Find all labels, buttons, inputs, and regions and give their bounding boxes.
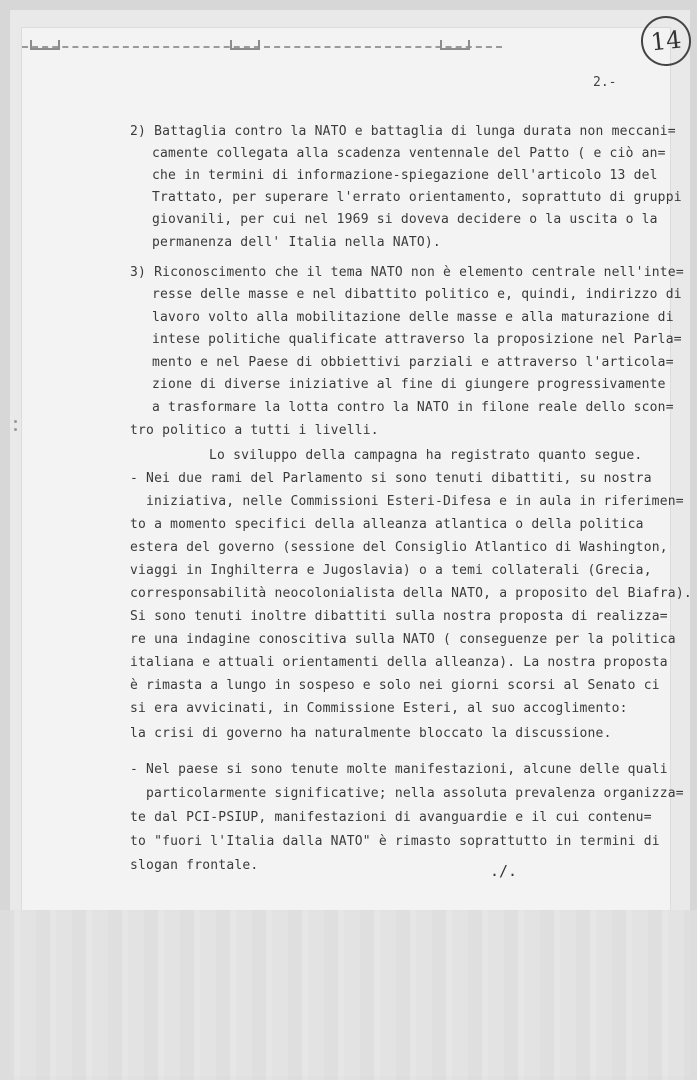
text-line: te dal PCI-PSIUP, manifestazioni di avanguardie e il cui contenu= <box>130 810 652 825</box>
text-line: iniziativa, nelle Commissioni Esteri-Difesa e in aula in riferimen= <box>146 494 684 509</box>
binder-clip-mark <box>440 40 470 50</box>
text-line: tro politico a tutti i livelli. <box>130 423 379 438</box>
text-line: mento e nel Paese di obbiettivi parziali e attraverso l'articola= <box>152 355 674 370</box>
text-line: 2) Battaglia contro la NATO e battaglia di lunga durata non meccani= <box>130 124 676 139</box>
text-line: Si sono tenuti inoltre dibattiti sulla nostra proposta di realizza= <box>130 609 668 624</box>
text-line: la crisi di governo ha naturalmente bloccato la discussione. <box>130 726 612 741</box>
text-line: è rimasta a lungo in sospeso e solo nei giorni scorsi al Senato ci <box>130 678 660 693</box>
text-line: che in termini di informazione-spiegazione dell'articolo 13 del <box>152 168 658 183</box>
text-line: intese politiche qualificate attraverso la proposizione nel Parla= <box>152 332 682 347</box>
text-line: camente collegata alla scadenza ventennale del Patto ( e ciò an= <box>152 146 666 161</box>
folio-stamp: 14 <box>639 14 694 69</box>
text-line: resse delle masse e nel dibattito politico e, quindi, indirizzo di <box>152 287 682 302</box>
margin-dot <box>14 420 17 423</box>
scan-background-band <box>0 910 697 1080</box>
perforated-edge <box>22 32 502 48</box>
text-line: italiana e attuali orientamenti della alleanza). La nostra proposta <box>130 655 668 670</box>
text-line: particolarmente significative; nella assoluta prevalenza organizza= <box>146 786 684 801</box>
text-line: permanenza dell' Italia nella NATO). <box>152 235 441 250</box>
text-line: estera del governo (sessione del Consiglio Atlantico di Washington, <box>130 540 668 555</box>
text-line: viaggi in Inghilterra e Jugoslavia) o a temi collaterali (Grecia, <box>130 563 652 578</box>
text-line: giovanili, per cui nel 1969 si doveva decidere o la uscita o la <box>152 212 658 227</box>
continuation-mark: ./. <box>490 862 518 880</box>
page-number: 2.- <box>593 75 617 90</box>
text-line: lavoro volto alla mobilitazione delle masse e alla maturazione di <box>152 310 674 325</box>
text-line: to a momento specifici della alleanza atlantica o della politica <box>130 517 644 532</box>
text-line: si era avvicinati, in Commissione Esteri, al suo accoglimento: <box>130 701 628 716</box>
text-line: zione di diverse iniziative al fine di giungere progressivamente <box>152 377 666 392</box>
text-line: a trasformare la lotta contro la NATO in filone reale dello scon= <box>152 400 674 415</box>
text-line: - Nei due rami del Parlamento si sono tenuti dibattiti, su nostra <box>130 471 652 486</box>
text-line: - Nel paese si sono tenute molte manifestazioni, alcune delle quali <box>130 762 668 777</box>
text-line: corresponsabilità neocolonialista della NATO, a proposito del Biafra). <box>130 586 692 601</box>
binder-clip-mark <box>230 40 260 50</box>
text-line: re una indagine conoscitiva sulla NATO ( conseguenze per la politica <box>130 632 676 647</box>
text-line: Lo sviluppo della campagna ha registrato quanto segue. <box>209 448 643 463</box>
text-line: to "fuori l'Italia dalla NATO" è rimasto soprattutto in termini di <box>130 834 660 849</box>
text-line: slogan frontale. <box>130 858 259 873</box>
text-line: 3) Riconoscimento che il tema NATO non è elemento centrale nell'inte= <box>130 265 684 280</box>
text-line: Trattato, per superare l'errato orientamento, soprattuto di gruppi <box>152 190 682 205</box>
margin-dot <box>14 428 17 431</box>
binder-clip-mark <box>30 40 60 50</box>
